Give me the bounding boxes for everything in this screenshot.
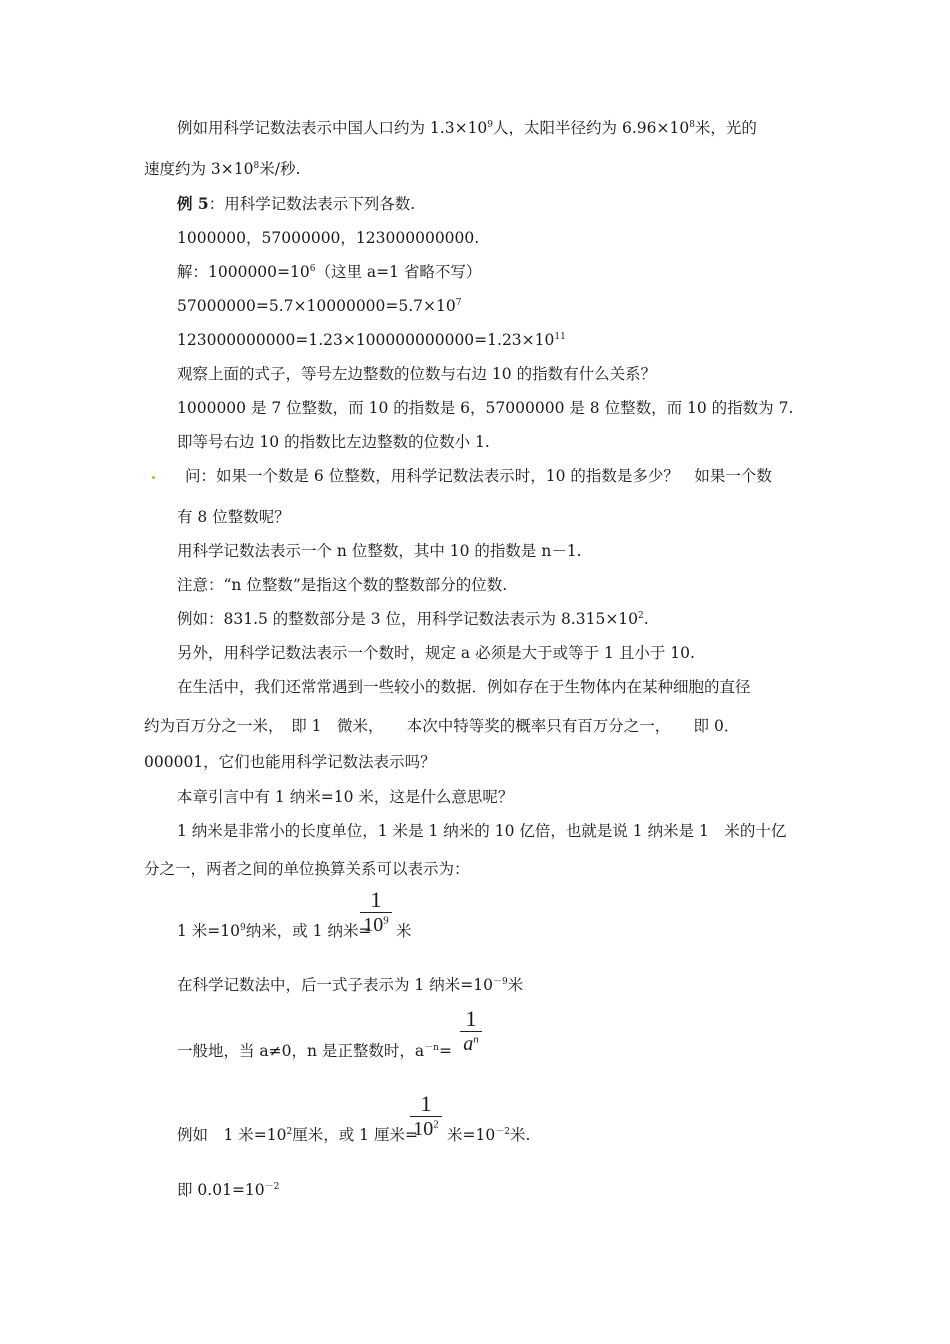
text: 纳米，或 1 纳米= <box>245 922 372 940</box>
exponent: －2 <box>495 1126 510 1137</box>
text: 10 <box>413 1118 434 1140</box>
example-5-heading <box>177 194 415 214</box>
unit-meter: 米 <box>396 922 412 940</box>
text: a <box>463 1033 474 1055</box>
denominator <box>360 913 392 937</box>
exponent: 9 <box>240 922 246 933</box>
solution-line2 <box>177 296 462 316</box>
decorative-dot <box>152 476 155 479</box>
text: 例如 1 米=10 <box>177 1126 287 1144</box>
exponent: 8 <box>253 160 260 171</box>
denominator <box>410 1117 442 1141</box>
exponent: 9 <box>487 119 494 130</box>
text: 例如用科学记数法表示中国人口约为 1.3×10 <box>177 119 488 137</box>
observation-1: 1000000 是 7 位整数，而 10 的指数是 6，57000000 是 8 位整数，而 10 的指数为 7. <box>177 399 794 417</box>
text: （这里 a=1 省略不写） <box>315 263 482 281</box>
observation-2: 即等号右边 10 的指数比左边整数的位数小 1. <box>177 433 490 451</box>
observe-question: 观察上面的式子，等号左边整数的位数与右边 10 的指数有什么关系？ <box>177 365 657 383</box>
numerator: 1 <box>465 1006 477 1031</box>
numbers-list: 1000000，57000000，123000000000. <box>177 229 480 247</box>
text: 解：1000000=10 <box>177 263 310 281</box>
example-831 <box>177 609 649 629</box>
centimeter-result <box>447 1125 530 1145</box>
text: 米=10 <box>447 1126 496 1144</box>
exponent: 2 <box>638 610 644 621</box>
text: . <box>643 610 649 628</box>
example-text: ：用科学记数法表示下列各数. <box>208 195 416 213</box>
exponent: 2 <box>286 1126 293 1137</box>
exponent: －2 <box>264 1181 280 1192</box>
question-line1: 问：如果一个数是 6 位整数，用科学记数法表示时，10 的指数是多少？ 如果一个数 <box>185 467 772 485</box>
fraction-1-over-10-9 <box>360 888 392 937</box>
text: 一般地，当 a≠0，n 是正整数时，a <box>177 1042 425 1060</box>
exponent: －9 <box>492 976 508 987</box>
rule-statement: 用科学记数法表示一个 n 位整数，其中 10 的指数是 n－1. <box>177 542 582 560</box>
numerator: 1 <box>420 1091 432 1116</box>
general-rule <box>177 1041 452 1061</box>
example-label: 例 5 <box>177 194 209 213</box>
scientific-notation-form <box>177 975 523 995</box>
exponent: －n <box>424 1042 439 1053</box>
question-line2: 有 8 位整数呢？ <box>177 508 290 526</box>
text: 米. <box>509 1126 531 1144</box>
solution-line1 <box>177 262 481 282</box>
nanometer-line1: 1 纳米是非常小的长度单位，1 米是 1 纳米的 10 亿倍，也就是说 1 纳米是 1 米的十亿 <box>177 822 787 840</box>
text: 米/秒. <box>259 160 301 178</box>
besides-rule: 另外，用科学记数法表示一个数时，规定 a 必须是大于或等于 1 且小于 10. <box>177 644 695 662</box>
exponent: 6 <box>309 263 316 274</box>
exponent: 7 <box>455 297 462 308</box>
solution-line3 <box>177 330 566 350</box>
exponent: 2 <box>433 1118 439 1131</box>
denominator <box>460 1032 482 1056</box>
text: 即 0.01=10 <box>177 1181 265 1199</box>
fraction-1-over-a-n <box>460 1007 482 1056</box>
text: 在科学记数法中，后一式子表示为 1 纳米=10 <box>177 976 493 994</box>
exponent: 8 <box>689 119 695 130</box>
text: 123000000000=1.23×100000000000=1.23×10 <box>177 331 555 349</box>
text: 10 <box>363 914 384 936</box>
text: 例如：831.5 的整数部分是 3 位，用科学记数法表示为 8.315×10 <box>177 610 639 628</box>
final-equation <box>177 1180 279 1200</box>
text: 厘米，或 1 厘米= <box>292 1126 418 1144</box>
chapter-intro-question: 本章引言中有 1 纳米=10 米，这是什么意思呢？ <box>177 788 514 806</box>
text: 米，光的 <box>694 119 757 137</box>
text: 57000000=5.7×10000000=5.7×10 <box>177 297 456 315</box>
exponent: 11 <box>554 331 566 342</box>
text: = <box>438 1042 452 1060</box>
fraction-1-over-10-2 <box>410 1092 442 1141</box>
intro-example-line2 <box>144 159 300 179</box>
conversion-formula <box>177 921 371 941</box>
intro-example-line1 <box>177 118 757 138</box>
life-line2: 约为百万分之一米， 即 1 微米， 本次中特等奖的概率只有百万分之一， 即 0． <box>144 717 740 735</box>
text: 人，太阳半径约为 6.96×10 <box>493 119 690 137</box>
note: 注意：“n 位整数”是指这个数的整数部分的位数. <box>177 576 508 594</box>
text: 米 <box>507 976 524 994</box>
exponent: 9 <box>383 914 389 927</box>
nanometer-line2: 分之一，两者之间的单位换算关系可以表示为： <box>144 860 470 878</box>
life-line1: 在生活中，我们还常常遇到一些较小的数据．例如存在于生物体内在某种细胞的直径 <box>177 678 751 696</box>
life-line3: 000001，它们也能用科学记数法表示吗？ <box>144 753 436 771</box>
text: 1 米=10 <box>177 922 240 940</box>
text: 速度约为 3×10 <box>144 160 254 178</box>
exponent: n <box>473 1033 479 1046</box>
centimeter-example <box>177 1125 418 1145</box>
numerator: 1 <box>370 887 382 912</box>
